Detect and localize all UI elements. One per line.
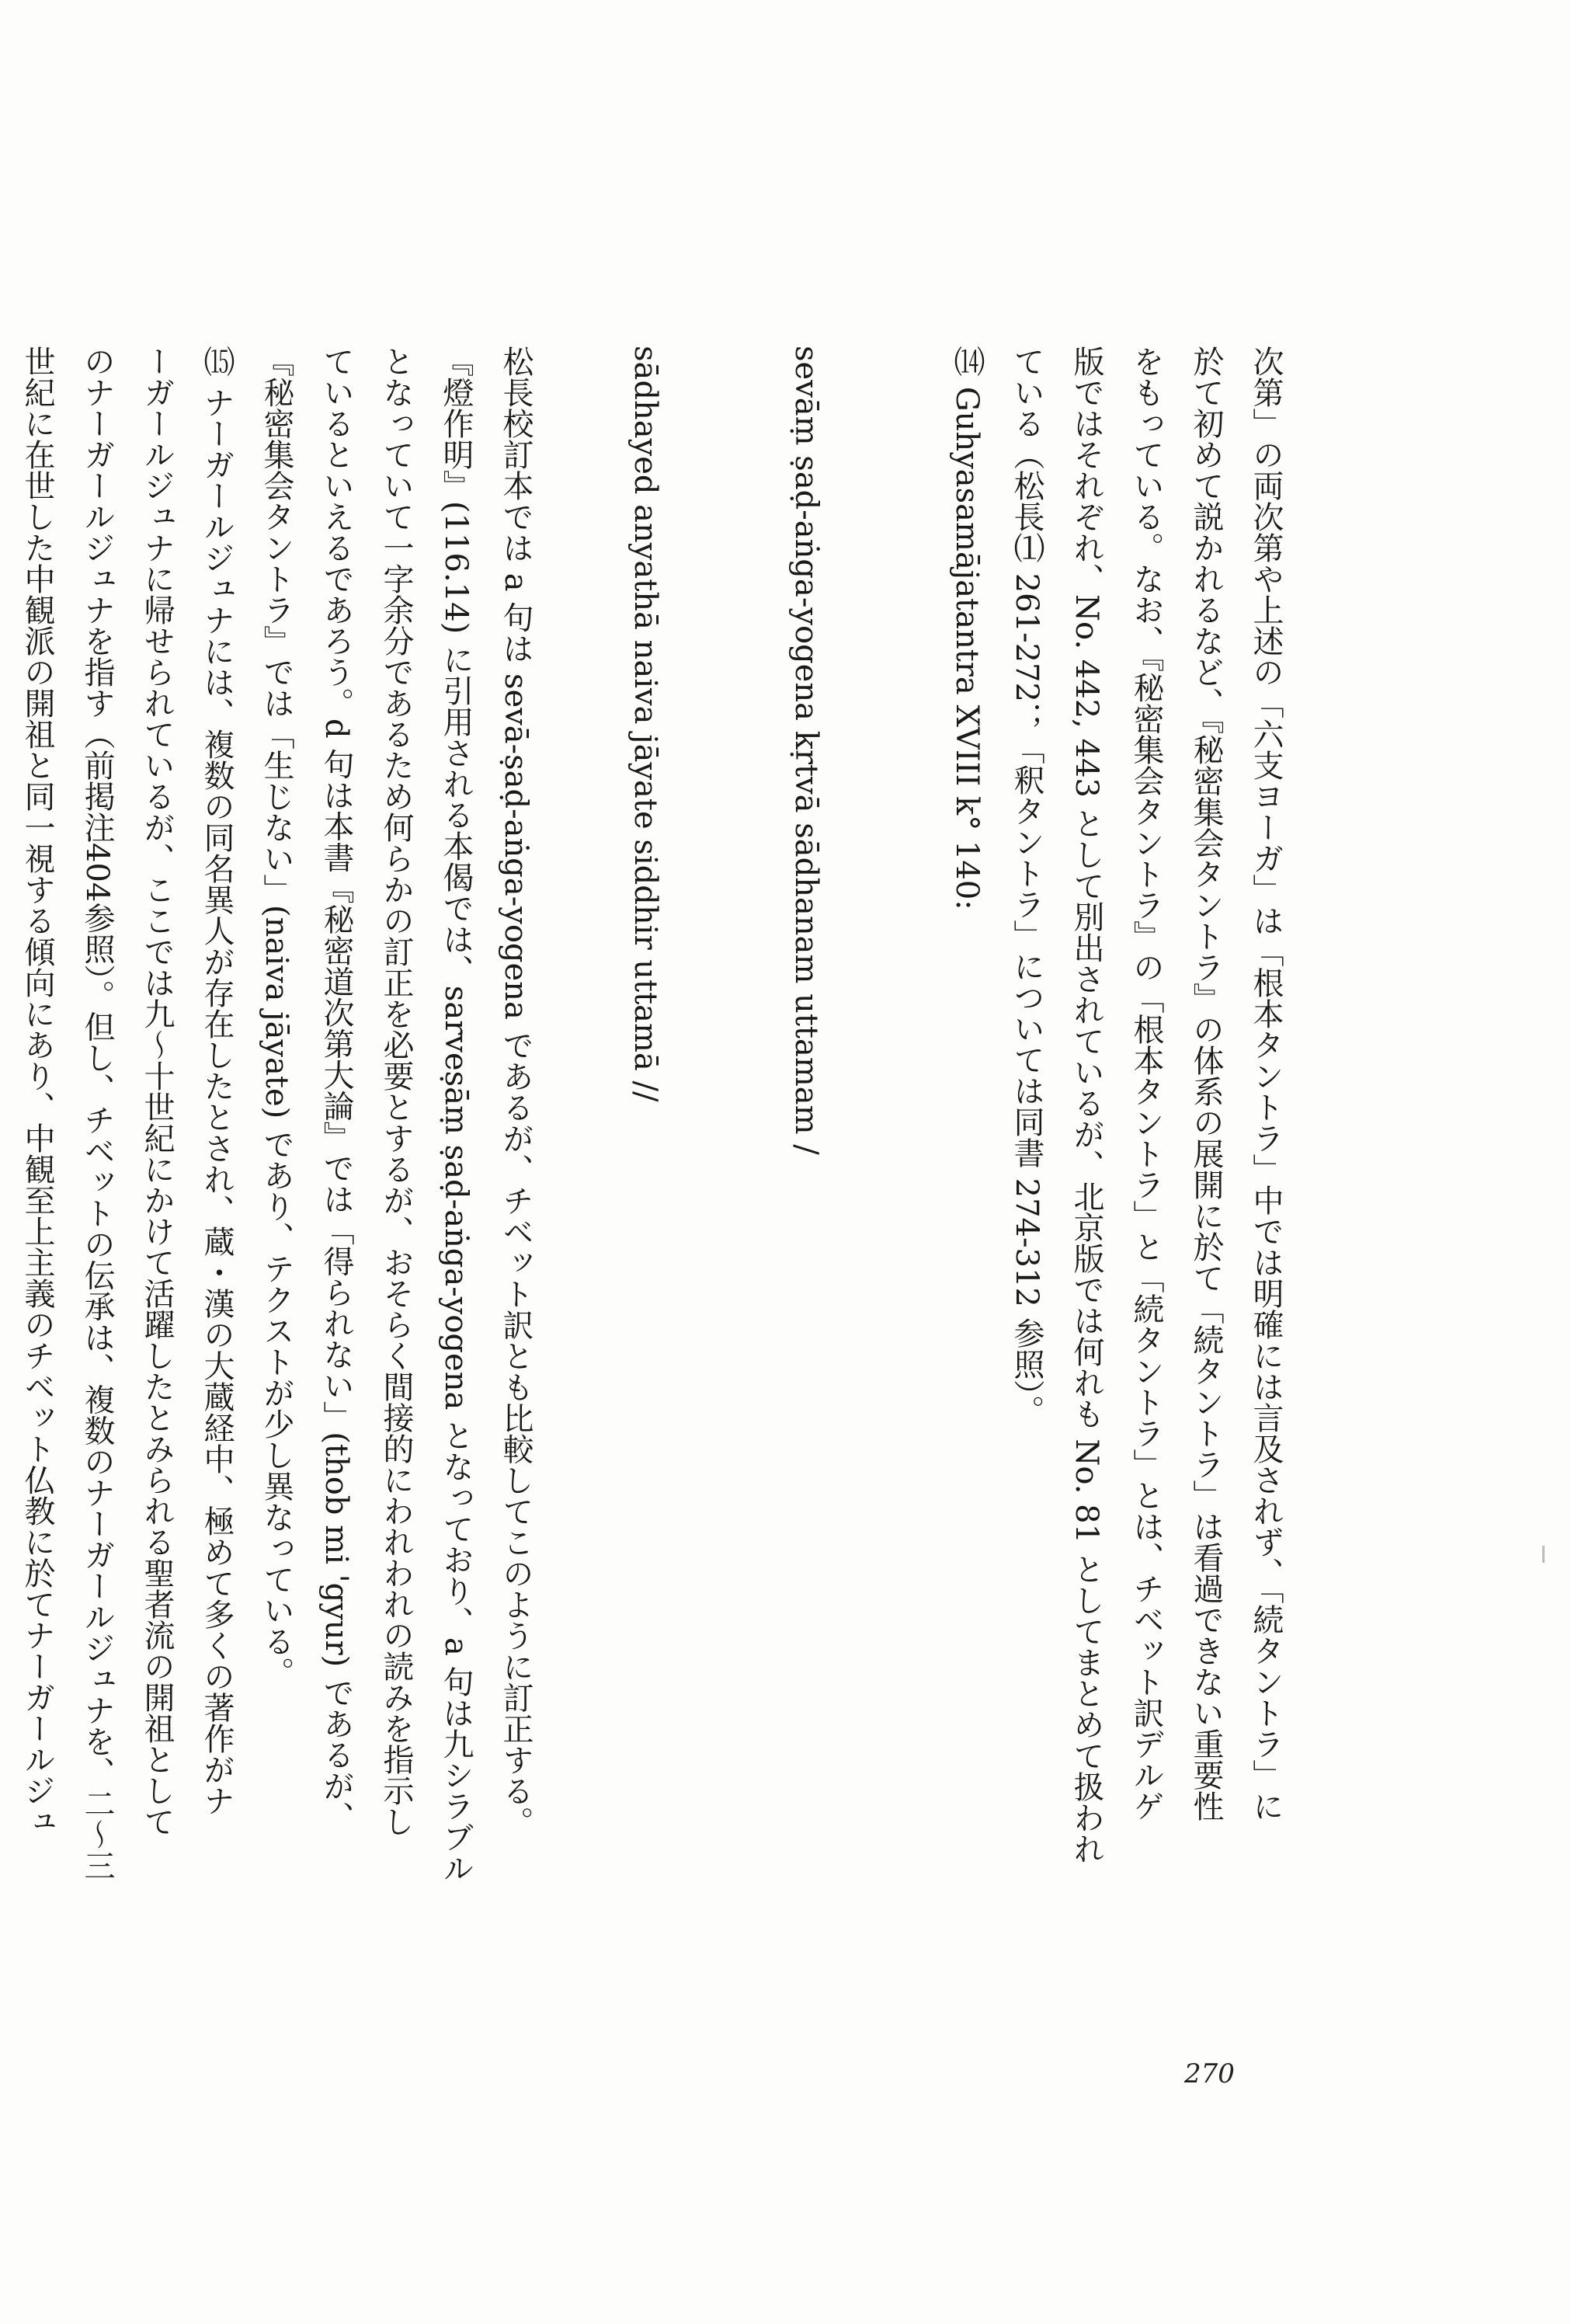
scan-edge-mark: [1542, 1546, 1545, 1563]
text-line: のナーガールジュナを指す（前掲注404参照）。但し、チベットの伝承は、複数のナーガールジュナを、二～三: [79, 346, 115, 1881]
text-line: ている（松長⑴ 261-272；「釈タントラ」については同書 274-312 参照）。: [1009, 346, 1044, 1426]
text-line: 版ではそれぞれ、No. 442, 443 として別出されているが、北京版では何れも No. 81 としてまとめて扱われ: [1069, 346, 1104, 1864]
text-line: ーガールジュナに帰せられているが、ここでは九～十世紀にかけて活躍したとみられる聖者流の開祖として: [139, 346, 175, 1837]
text-line: 『燈作明』(116.14) に引用される本偈では、sarveṣāṃ ṣaḍ-aṅga-yogena となっており、a 句は九シラブル: [438, 346, 474, 1884]
note-414-heading: ⒁ Guhyasamājatantra XVIII k° 140:: [949, 346, 985, 910]
text-line: をもっている。なお、『秘密集会タントラ』の「根本タントラ」と「続タントラ」とは、チベット訳デルゲ: [1128, 346, 1164, 1821]
text-line: となっていて一字余分であるため何らかの訂正を必要とするが、おそらく間接的にわれわれの読みを指示し: [378, 346, 414, 1837]
text-line: 松長校訂本では a 句は sevā-ṣaḍ-aṅga-yogena であるが、チベット訳とも比較してこのように訂正する。: [498, 346, 534, 1838]
text-line: 『秘密集会タントラ』では「生じない」(naiva jāyate) であり、テクストが少し異なっている。: [259, 346, 294, 1688]
text-line: ているといえるであろう。d 句は本書『秘密道次第大論』では「得られない」(thob mi 'gyur) であるが、: [318, 346, 354, 1833]
page-number: 270: [1184, 2058, 1235, 2089]
text-line: 世紀に在世した中観派の開祖と同一視する傾向にあり、中観至上主義のチベット仏教に於てナーガールジュ: [19, 346, 55, 1837]
verse-line-2: sādhayed anyathā naiva jāyate siddhir uttamā //: [627, 346, 663, 1102]
text-line: 於て初めて説かれるなど、『秘密集会タントラ』の体系の展開に於て「続タントラ」は看過できない重要性: [1188, 346, 1224, 1821]
verse-line-1: sevāṃ ṣaḍ-aṅga-yogena kṛtvā sādhanam uttamam /: [788, 346, 824, 1155]
text-line: 次第」の両次第や上述の「六支ヨーガ」は「根本タントラ」中では明確には言及されず、「続タントラ」に: [1248, 346, 1284, 1821]
text-line: [0, 346, 7, 2008]
vertical-text-block: [19, 346, 1295, 2008]
note-415-heading: ⒂ ナーガールジュナには、複数の同名異人が存在したとされ、蔵・漢の大蔵経中、極めて多くの著作がナ: [199, 346, 235, 1816]
